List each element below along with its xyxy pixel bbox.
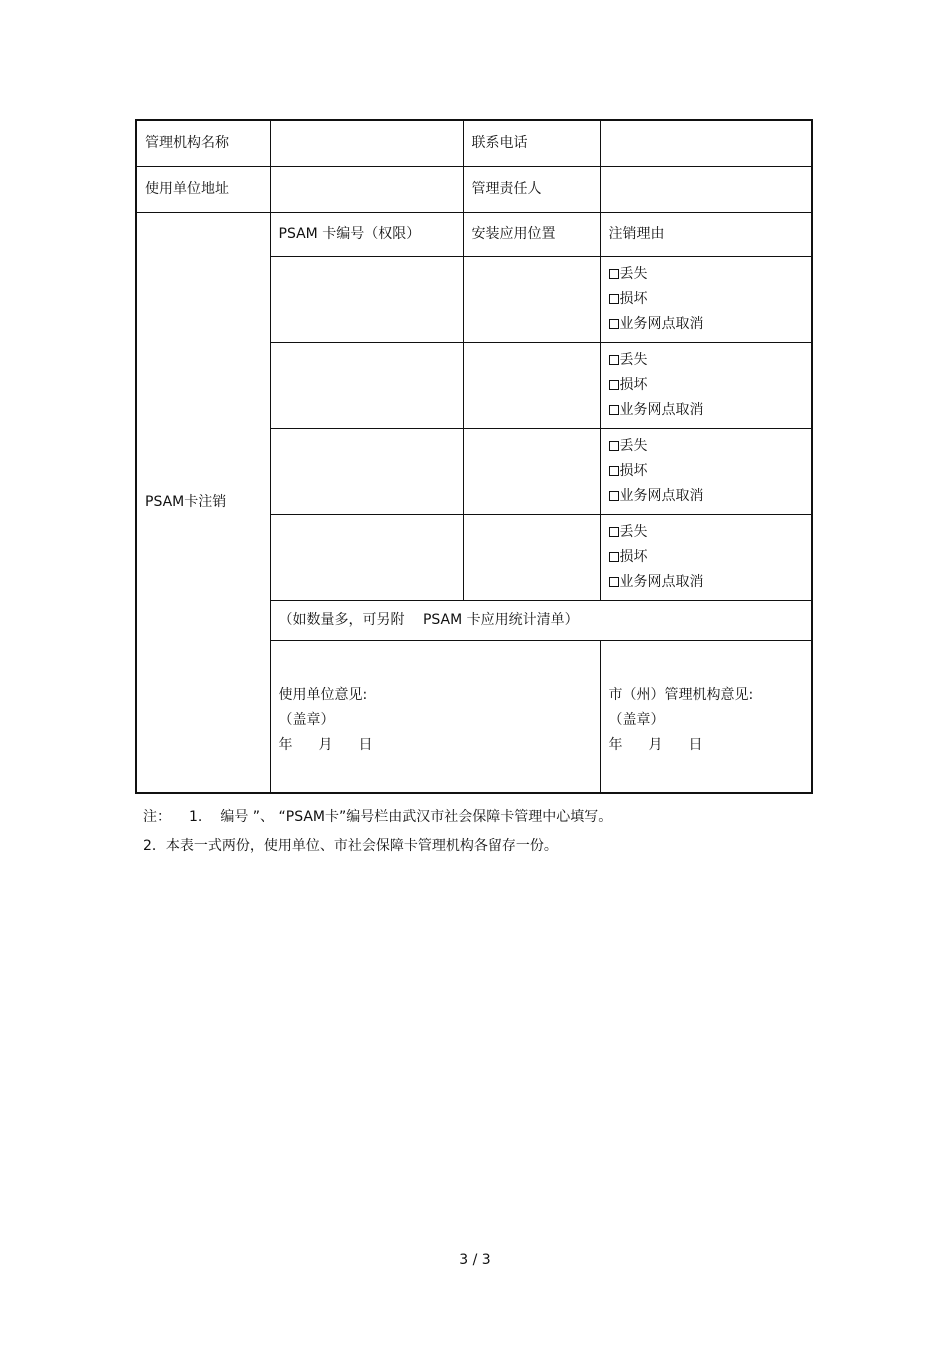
city-date-line: 年 月 日 [608,736,703,753]
reason-cell [600,342,812,428]
reason-option[interactable]: 业务网点取消 [609,312,804,337]
install-location-cell[interactable] [463,428,600,514]
card-number-cell[interactable] [270,428,463,514]
col-header-install-location: 安装应用位置 [463,212,600,256]
reason-option[interactable]: 丢失 [609,520,804,545]
reason-option[interactable]: 丢失 [609,434,804,459]
reason-cell [600,256,812,342]
install-location-cell[interactable] [463,514,600,600]
checkbox[interactable] [609,355,619,365]
checkbox[interactable] [609,527,619,537]
install-location-cell[interactable] [463,256,600,342]
address-label: 使用单位地址 [136,166,270,212]
reason-option[interactable]: 丢失 [609,262,804,287]
reason-option[interactable]: 损坏 [609,545,804,570]
checkbox[interactable] [609,441,619,451]
org-name-field[interactable] [270,120,463,166]
col-header-reason: 注销理由 [600,212,812,256]
checkbox[interactable] [609,577,619,587]
reason-option[interactable]: 业务网点取消 [609,570,804,595]
phone-field[interactable] [600,120,812,166]
checkbox[interactable] [609,319,619,329]
note-line-2: 2．本表一式两份，使用单位、市社会保障卡管理机构各留存一份。 [143,838,558,854]
org-name-label: 管理机构名称 [136,120,270,166]
user-seal-label: （盖章） [278,711,335,728]
many-cards-note: （如数量多，可另附 PSAM 卡应用统计清单） [270,600,812,640]
city-opinion-cell[interactable] [600,640,812,793]
address-field[interactable] [270,166,463,212]
user-opinion-cell[interactable] [270,640,600,793]
city-opinion-label: 市（州）管理机构意见: [608,686,754,703]
install-location-cell[interactable] [463,342,600,428]
note-line-1: 注： 1. 编号 ”、 “PSAM卡”编号栏由武汉市社会保障卡管理中心填写。 [143,809,613,825]
reason-option[interactable]: 丢失 [609,348,804,373]
checkbox[interactable] [609,466,619,476]
checkbox[interactable] [609,552,619,562]
psam-cancel-form [135,119,813,794]
card-number-cell[interactable] [270,256,463,342]
reason-option[interactable]: 损坏 [609,459,804,484]
manager-field[interactable] [600,166,812,212]
city-seal-label: （盖章） [608,711,665,728]
checkbox[interactable] [609,294,619,304]
card-number-cell[interactable] [270,342,463,428]
page-number: 3 / 3 [459,1252,491,1268]
reason-option[interactable]: 业务网点取消 [609,398,804,423]
cancel-section-label: PSAM卡注销 [136,212,270,793]
card-number-cell[interactable] [270,514,463,600]
checkbox[interactable] [609,491,619,501]
reason-cell [600,514,812,600]
checkbox[interactable] [609,380,619,390]
col-header-card-number: PSAM 卡编号（权限） [270,212,463,256]
phone-label: 联系电话 [463,120,600,166]
user-date-line: 年 月 日 [278,736,373,753]
checkbox[interactable] [609,269,619,279]
reason-option[interactable]: 损坏 [609,287,804,312]
manager-label: 管理责任人 [463,166,600,212]
reason-option[interactable]: 业务网点取消 [609,484,804,509]
checkbox[interactable] [609,405,619,415]
form-notes [143,803,823,861]
user-opinion-label: 使用单位意见: [278,686,368,703]
reason-option[interactable]: 损坏 [609,373,804,398]
reason-cell [600,428,812,514]
